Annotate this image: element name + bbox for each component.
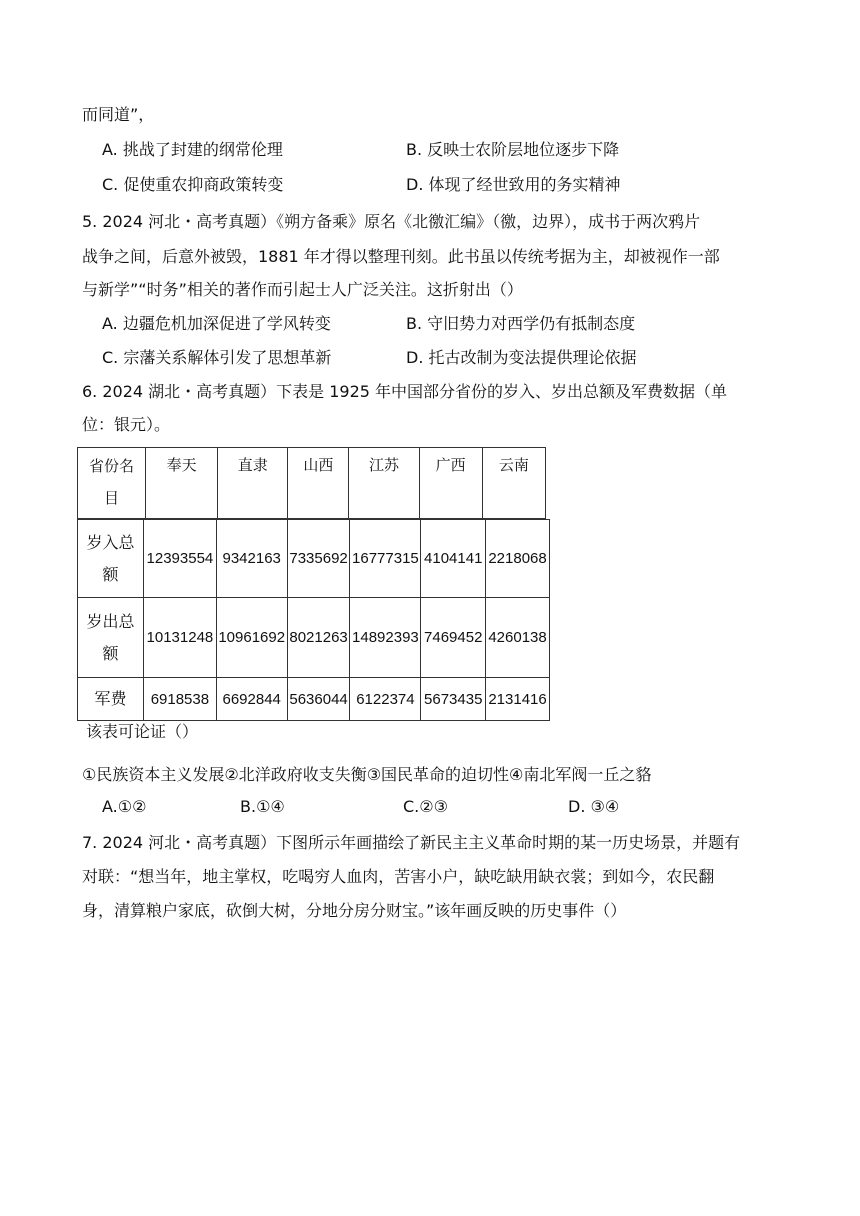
data-cell: 7469452 <box>421 598 486 678</box>
row-label-cell <box>78 678 144 721</box>
corner-label-bottom: 目 <box>104 489 120 507</box>
province-header-table <box>77 447 546 519</box>
q6-option-a: A.①② <box>102 797 147 816</box>
q7-stem-line-1: 7. 2024 河北・高考真题）下图所示年画描绘了新民主主义革命时期的某一历史场景，并题有 <box>82 833 741 852</box>
data-cell: 5673435 <box>421 678 486 721</box>
q5-option-d: D. 托古改制为变法提供理论依据 <box>406 348 637 367</box>
corner-label-top: 省份名 <box>89 457 135 475</box>
q7-stem-line-3: 身，清算粮户家底，砍倒大树，分地分房分财宝。”该年画反映的历史事件（） <box>82 901 627 920</box>
table-row <box>78 678 550 721</box>
q5-stem-line-3: 与新学”“时务”相关的著作而引起士人广泛关注。这折射出（） <box>82 280 523 299</box>
q4-option-b: B. 反映士农阶层地位逐步下降 <box>406 140 620 159</box>
data-cell: 6692844 <box>216 678 287 721</box>
q4-tail-text: 而同道”， <box>82 105 155 124</box>
q6-after-table-text: 该表可论证（） <box>86 722 199 741</box>
q6-stem-line-2: 位：银元）。 <box>82 415 171 434</box>
q4-option-c: C. 促使重农抑商政策转变 <box>102 175 284 194</box>
data-cell: 4260138 <box>486 598 550 678</box>
q6-stem-line-1: 6. 2024 湖北・高考真题）下表是 1925 年中国部分省份的岁入、岁出总额及军费数据（单 <box>82 382 728 401</box>
province-header: 直隶 <box>218 448 288 519</box>
table-row <box>78 598 550 678</box>
q5-option-c: C. 宗藩关系解体引发了思想革新 <box>102 348 332 367</box>
data-cell: 4104141 <box>421 520 486 598</box>
table-corner-cell <box>78 448 146 519</box>
data-cell: 10131248 <box>144 598 217 678</box>
data-cell: 10961692 <box>216 598 287 678</box>
row-label-top: 军费 <box>94 689 127 708</box>
province-header: 云南 <box>482 448 545 519</box>
data-cell: 16777315 <box>350 520 421 598</box>
data-cell: 8021263 <box>287 598 350 678</box>
row-label-cell <box>78 598 144 678</box>
province-header: 奉天 <box>146 448 218 519</box>
q6-option-d: D. ③④ <box>568 797 620 816</box>
data-cell: 14892393 <box>350 598 421 678</box>
q4-option-a: A. 挑战了封建的纲常伦理 <box>102 140 283 159</box>
row-label-top: 岁出总 <box>86 611 135 631</box>
province-header: 广西 <box>419 448 482 519</box>
data-cell: 6122374 <box>350 678 421 721</box>
q5-option-b: B. 守旧势力对西学仍有抵制态度 <box>406 314 636 333</box>
q5-stem-line-1: 5. 2024 河北・高考真题）《朔方备乘》原名《北徼汇编》（徼，边界），成书于两次鸦片 <box>82 212 701 231</box>
q6-option-c: C.②③ <box>403 797 448 816</box>
data-cell: 6918538 <box>144 678 217 721</box>
q5-option-a: A. 边疆危机加深促进了学风转变 <box>102 314 331 333</box>
q4-option-d: D. 体现了经世致用的务实精神 <box>406 175 621 194</box>
row-label-bottom: 额 <box>102 564 119 584</box>
data-cell: 2131416 <box>486 678 550 721</box>
province-header: 山西 <box>288 448 349 519</box>
q5-stem-line-2: 战争之间，后意外被毁，1881 年才得以整理刊刻。此书虽以传统考据为主，却被视作一部 <box>82 247 720 266</box>
table-row <box>78 520 550 598</box>
data-cell: 7335692 <box>287 520 350 598</box>
data-cell: 5636044 <box>287 678 350 721</box>
province-header: 江苏 <box>349 448 419 519</box>
row-label-cell <box>78 520 144 598</box>
data-cell: 2218068 <box>486 520 550 598</box>
data-cell: 9342163 <box>216 520 287 598</box>
q7-stem-line-2: 对联：“想当年，地主掌权，吃喝穷人血肉，苦害小户，缺吃缺用缺衣裳；到如今，农民翻 <box>82 867 715 886</box>
data-cell: 12393554 <box>144 520 217 598</box>
row-label-bottom: 额 <box>102 643 119 663</box>
q6-option-b: B.①④ <box>240 797 285 816</box>
fiscal-data-table <box>77 519 550 721</box>
row-label-top: 岁入总 <box>86 532 135 552</box>
q6-statements: ①民族资本主义发展②北洋政府收支失衡③国民革命的迫切性④南北军阀一丘之貉 <box>82 765 652 784</box>
